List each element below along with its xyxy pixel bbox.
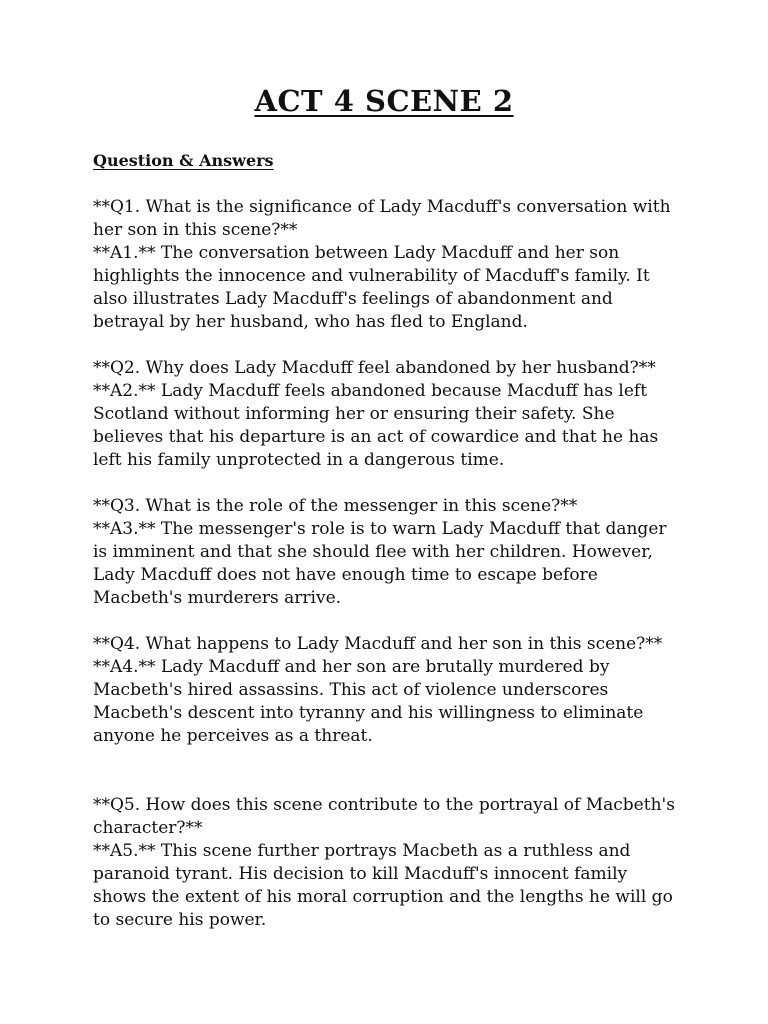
answer-5: **A5.** This scene further portrays Macbeth as a ruthless and paranoid tyrant. His decision to kill Macduff's innocent family shows the extent of his moral corruption and the lengths he will go to secure his power. <box>93 841 673 930</box>
question-1: **Q1. What is the significance of Lady Macduff's conversation with her son in this scene?** <box>93 197 671 240</box>
answer-3: **A3.** The messenger's role is to warn Lady Macduff that danger is imminent and that she should flee with her children. However, Lady Macduff does not have enough time to escape before Macbeth's murderers arrive. <box>93 519 667 608</box>
question-4: **Q4. What happens to Lady Macduff and her son in this scene?** <box>93 634 663 654</box>
answer-4: **A4.** Lady Macduff and her son are brutally murdered by Macbeth's hired assassins. This act of violence underscores Macbeth's descent into tyranny and his willingness to eliminate anyone he perceives as a threat. <box>93 657 644 746</box>
question-2: **Q2. Why does Lady Macduff feel abandoned by her husband?** <box>93 358 656 378</box>
question-5: **Q5. How does this scene contribute to the portrayal of Macbeth's character?** <box>93 795 675 838</box>
qa-item-1 <box>93 196 683 334</box>
answer-1: **A1.** The conversation between Lady Macduff and her son highlights the innocence and vulnerability of Macduff's family. It also illustrates Lady Macduff's feelings of abandonment and betrayal by her husband, who has fled to England. <box>93 243 650 332</box>
qa-item-5 <box>93 794 683 932</box>
page-title: ACT 4 SCENE 2 <box>254 84 514 118</box>
question-3: **Q3. What is the role of the messenger in this scene?** <box>93 496 578 516</box>
qa-item-3 <box>93 495 683 610</box>
qa-item-4 <box>93 633 683 748</box>
qa-item-2 <box>93 357 683 472</box>
answer-2: **A2.** Lady Macduff feels abandoned because Macduff has left Scotland without informing her or ensuring their safety. She believes that his departure is an act of cowardice and that he has left his family unprotected in a dangerous time. <box>93 381 659 470</box>
section-subtitle: Question & Answers <box>93 151 274 170</box>
